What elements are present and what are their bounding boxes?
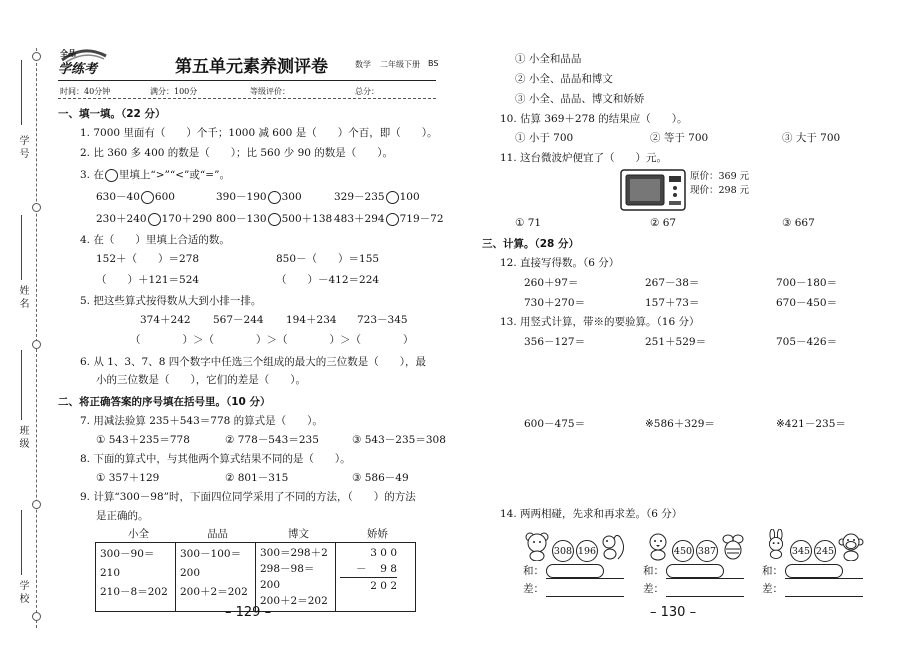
bee-icon — [720, 531, 746, 561]
vertical-calc-item[interactable]: ※586＋329＝ — [645, 418, 715, 430]
question-2: 2. 比 360 多 400 的数是（ ）；比 560 少 90 的数是（ ）。 — [80, 147, 394, 159]
question-3-suffix: 里填上“>”“<”或“=”。 — [118, 169, 230, 181]
vertical-calc-cell: 3 0 0 － 9 8 2 0 2 — [336, 543, 416, 612]
question-10: 10. 估算 369＋278 的结果应（ ）。 — [500, 113, 688, 125]
school-label: 学 校 — [17, 580, 28, 604]
option[interactable]: ② 小全、品品和博文 — [515, 73, 613, 85]
student-id-line[interactable] — [21, 60, 22, 125]
question-5: 5. 把这些算式按得数从大到小排一排。 — [80, 295, 262, 307]
expression: 723－345 — [357, 314, 408, 326]
fill-equation[interactable]: （ ）＋121＝524 — [96, 274, 200, 286]
sum-answer-oval[interactable] — [785, 564, 843, 578]
question-14: 14. 两两相碰，先求和再求差。（6 分） — [500, 508, 683, 520]
microwave-icon — [620, 168, 686, 212]
page-title: 第五单元素养测评卷 — [175, 57, 328, 77]
student-name: 博文 — [288, 528, 309, 540]
binding-hole — [32, 500, 41, 509]
option[interactable]: ① 小于 700 — [515, 132, 574, 144]
student-name-label: 姓 名 — [17, 285, 28, 309]
option[interactable]: ③ 543－235＝308 — [352, 434, 446, 446]
question-11: 11. 这台微波炉便宜了（ ）元。 — [500, 152, 668, 164]
fill-equation[interactable]: 152＋（ ）＝278 — [96, 253, 200, 265]
compare-circle[interactable] — [268, 191, 281, 204]
class-line[interactable] — [21, 350, 22, 420]
oral-calc-item[interactable]: 730＋270＝ — [524, 297, 586, 309]
sum-answer-oval[interactable] — [546, 564, 604, 578]
brand-logo — [58, 46, 110, 76]
original-price: 原价：369 元 — [690, 171, 750, 182]
number-bubble: 450 — [672, 540, 694, 562]
number-bubble: 308 — [552, 540, 574, 562]
difference-answer-line[interactable] — [546, 596, 624, 597]
option[interactable]: ② 67 — [650, 217, 677, 229]
logo-main-text: 学练考 — [58, 62, 98, 77]
vertical-calc-item[interactable]: ※421－235＝ — [776, 418, 846, 430]
compare-item: 329－235 100 — [334, 191, 420, 203]
binding-line — [36, 48, 37, 628]
vertical-calc-item[interactable]: 251＋529＝ — [645, 336, 707, 348]
binding-hole — [32, 203, 41, 212]
sum-answer-line[interactable] — [546, 578, 624, 579]
section-1-title: 一、填一填。（22 分） — [58, 108, 166, 120]
fill-equation[interactable]: 850－（ ）＝155 — [276, 253, 380, 265]
vertical-calc-item[interactable]: 600－475＝ — [524, 418, 586, 430]
option[interactable]: ① 小全和品品 — [515, 53, 582, 65]
option[interactable]: ③ 小全、品品、博文和娇娇 — [515, 93, 645, 105]
vertical-calc-item[interactable]: 705－426＝ — [776, 336, 838, 348]
question-6-line-1: 6. 从 1、3、7、8 四个数字中任选三个组成的最大的三位数是（ ），最 — [80, 356, 427, 368]
subject-label: 数学 — [355, 60, 371, 69]
current-price: 现价：298 元 — [690, 185, 750, 196]
number-bubble: 345 — [790, 540, 812, 562]
method-cell: 300－100＝200 200＋2＝202 — [176, 543, 256, 612]
option[interactable]: ③ 586－49 — [352, 472, 409, 484]
logo-small-text: 全品 — [60, 49, 76, 58]
question-6-line-2: 小的三位数是（ ），它们的差是（ ）。 — [96, 374, 306, 386]
difference-label: 差： — [643, 583, 664, 595]
option[interactable]: ② 778－543＝235 — [225, 434, 319, 446]
number-bubble: 196 — [576, 540, 598, 562]
rabbit-icon — [763, 529, 789, 559]
page-number-right: – 130 – — [650, 605, 697, 620]
binding-hole — [32, 340, 41, 349]
school-line[interactable] — [21, 510, 22, 575]
question-13: 13. 用竖式计算，带※的要验算。（16 分） — [500, 316, 700, 328]
difference-answer-line[interactable] — [785, 596, 863, 597]
oral-calc-item[interactable]: 157＋73＝ — [645, 297, 700, 309]
difference-answer-line[interactable] — [666, 596, 744, 597]
option[interactable]: ① 71 — [515, 217, 542, 229]
student-id-label: 学 号 — [17, 135, 28, 159]
compare-item: 230＋240 170＋290 — [96, 213, 213, 225]
option[interactable]: ② 等于 700 — [650, 132, 709, 144]
compare-circle[interactable] — [386, 213, 399, 226]
rating-label: 等级评价： — [250, 87, 290, 96]
compare-circle[interactable] — [268, 213, 281, 226]
option[interactable]: ① 543＋235＝778 — [96, 434, 190, 446]
total-label: 总分： — [355, 87, 379, 96]
question-1: 1. 7000 里面有（ ）个千；1000 减 600 是（ ）个百，即（ ）。 — [80, 127, 438, 139]
compare-circle[interactable] — [148, 213, 161, 226]
compare-circle[interactable] — [105, 169, 118, 182]
method-cell: 300－90＝210 210－8＝202 — [96, 543, 176, 612]
sum-label: 和： — [523, 565, 544, 577]
oral-calc-item[interactable]: 260＋97＝ — [524, 277, 579, 289]
difference-label: 差： — [523, 583, 544, 595]
question-3 — [80, 168, 230, 182]
oral-calc-item[interactable]: 700－180＝ — [776, 277, 838, 289]
grade-label: 二年级下册 — [380, 60, 420, 69]
section-3-title: 三、计算。（28 分） — [482, 238, 580, 250]
sum-label: 和： — [762, 565, 783, 577]
order-answer-row[interactable]: （ ）＞（ ）＞（ ）＞（ ） — [130, 334, 414, 346]
student-name: 品品 — [207, 528, 228, 540]
header-dashed-rule — [58, 98, 436, 99]
student-name: 娇娇 — [367, 528, 388, 540]
question-9-line-1: 9. 计算“300－98”时，下面四位同学采用了不同的方法，（ ）的方法 — [80, 491, 416, 503]
sum-answer-line[interactable] — [666, 578, 744, 579]
class-label: 班 级 — [17, 425, 28, 449]
student-name-line[interactable] — [21, 215, 22, 280]
chick-icon — [645, 531, 671, 561]
question-12: 12. 直接写得数。（6 分） — [500, 257, 620, 269]
page-number-left: – 129 – — [225, 605, 272, 620]
compare-item: 630－40 600 — [96, 191, 175, 203]
monkey-icon — [838, 531, 864, 561]
option[interactable]: ③ 大于 700 — [782, 132, 841, 144]
oral-calc-item[interactable]: 267－38＝ — [645, 277, 700, 289]
edition-label: BS — [428, 59, 439, 68]
question-7: 7. 用减法验算 235＋543＝778 的算式是（ ）。 — [80, 415, 323, 427]
expression: 567－244 — [213, 314, 264, 326]
sum-answer-oval[interactable] — [666, 564, 724, 578]
compare-item: 800－130 500＋138 — [216, 213, 333, 225]
methods-table — [95, 542, 416, 612]
time-label: 时间：40分钟 — [60, 87, 111, 96]
student-name: 小全 — [128, 528, 149, 540]
binding-hole — [32, 612, 41, 621]
oral-calc-item[interactable]: 670－450＝ — [776, 297, 838, 309]
difference-label: 差： — [762, 583, 783, 595]
binding-hole — [32, 52, 41, 61]
option[interactable]: ② 801－315 — [225, 472, 289, 484]
option[interactable]: ① 357＋129 — [96, 472, 160, 484]
expression: 194＋234 — [286, 314, 337, 326]
compare-circle[interactable] — [141, 191, 154, 204]
squirrel-icon — [600, 531, 626, 561]
option[interactable]: ③ 667 — [782, 217, 815, 229]
vertical-calc-item[interactable]: 356－127＝ — [524, 336, 586, 348]
question-4: 4. 在（ ）里填上合适的数。 — [80, 234, 230, 246]
compare-circle[interactable] — [386, 191, 399, 204]
expression: 374＋242 — [140, 314, 191, 326]
question-8: 8. 下面的算式中，与其他两个算式结果不同的是（ ）。 — [80, 453, 351, 465]
method-cell: 300＝298＋2 298－98＝200 200＋2＝202 — [256, 543, 336, 612]
sum-answer-line[interactable] — [785, 578, 863, 579]
question-3-prefix: 3. 在 — [80, 169, 104, 181]
number-bubble: 387 — [696, 540, 718, 562]
compare-item: 483＋294 719－72 — [334, 213, 444, 225]
sum-label: 和： — [643, 565, 664, 577]
question-9-line-2: 是正确的。 — [96, 510, 149, 522]
compare-item: 390－190 300 — [216, 191, 302, 203]
full-score-label: 满分：100分 — [150, 87, 198, 96]
section-2-title: 二、将正确答案的序号填在括号里。（10 分） — [58, 396, 271, 408]
fill-equation[interactable]: （ ）－412＝224 — [276, 274, 380, 286]
number-bubble: 245 — [814, 540, 836, 562]
bear-icon — [524, 531, 550, 561]
header-rule — [58, 80, 436, 81]
